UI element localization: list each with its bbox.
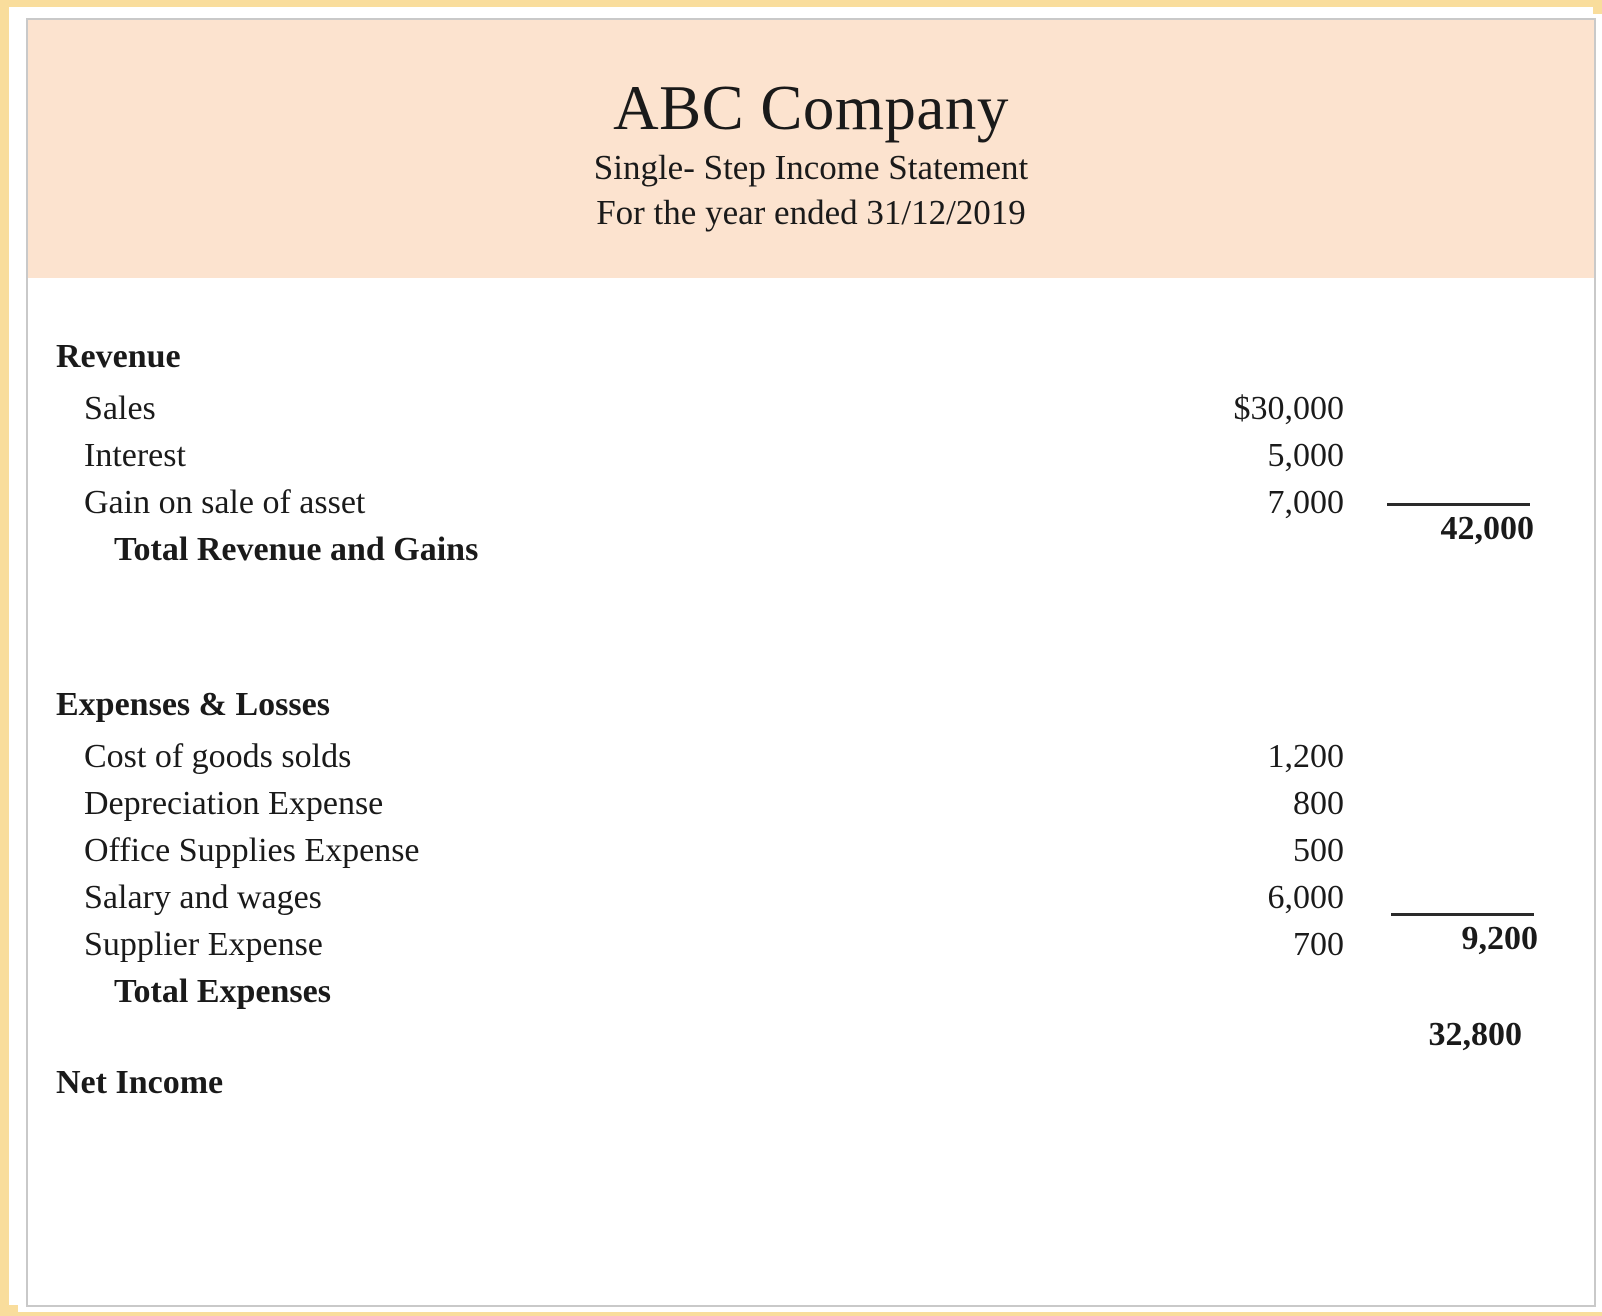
expense-item-amount: 500 [1293, 832, 1344, 869]
table-row [28, 390, 1594, 437]
revenue-item-amount: 5,000 [1267, 437, 1344, 474]
table-row [28, 879, 1594, 926]
revenue-total-amount: 42,000 [1440, 510, 1534, 547]
expense-item-amount: 6,000 [1267, 879, 1344, 916]
revenue-section-heading-row [28, 338, 1594, 390]
expense-item-amount: 800 [1293, 785, 1344, 822]
expenses-total-label: Total Expenses [114, 973, 331, 1010]
expense-item-label: Cost of goods solds [84, 738, 352, 775]
table-row [28, 832, 1594, 879]
revenue-item-amount: 7,000 [1267, 484, 1344, 521]
section-spacer [28, 578, 1594, 686]
statement-type: Single- Step Income Statement [593, 148, 1029, 188]
statement-period: For the year ended 31/12/2019 [596, 193, 1026, 233]
expense-item-amount: 700 [1293, 926, 1344, 963]
expenses-total-rule [1391, 913, 1534, 916]
revenue-section-heading: Revenue [56, 338, 181, 375]
statement-body [28, 278, 1594, 1111]
revenue-total-label: Total Revenue and Gains [114, 531, 479, 568]
expenses-total-amount: 9,200 [1461, 920, 1538, 957]
document-gutter [18, 14, 1602, 1312]
expenses-section-heading-row [28, 686, 1594, 738]
expense-item-label: Supplier Expense [84, 926, 323, 963]
table-row [28, 437, 1594, 484]
income-statement-sheet [26, 18, 1596, 1307]
expenses-total-row [28, 973, 1594, 1020]
net-income-label: Net Income [56, 1064, 224, 1101]
revenue-total-rule [1387, 503, 1530, 506]
expense-item-label: Office Supplies Expense [84, 832, 420, 869]
revenue-item-label: Sales [84, 390, 156, 427]
company-name: ABC Company [613, 73, 1009, 143]
expense-item-label: Depreciation Expense [84, 785, 384, 822]
revenue-item-amount: $30,000 [1233, 390, 1344, 427]
expense-item-label: Salary and wages [84, 879, 322, 916]
revenue-item-label: Interest [84, 437, 186, 474]
net-income-row [28, 1064, 1594, 1111]
table-row [28, 738, 1594, 785]
revenue-item-label: Gain on sale of asset [84, 484, 366, 521]
expense-item-amount: 1,200 [1267, 738, 1344, 775]
table-row [28, 785, 1594, 832]
expenses-section-heading: Expenses & Losses [56, 686, 330, 723]
net-income-amount: 32,800 [1428, 1016, 1522, 1053]
statement-header [28, 20, 1594, 278]
